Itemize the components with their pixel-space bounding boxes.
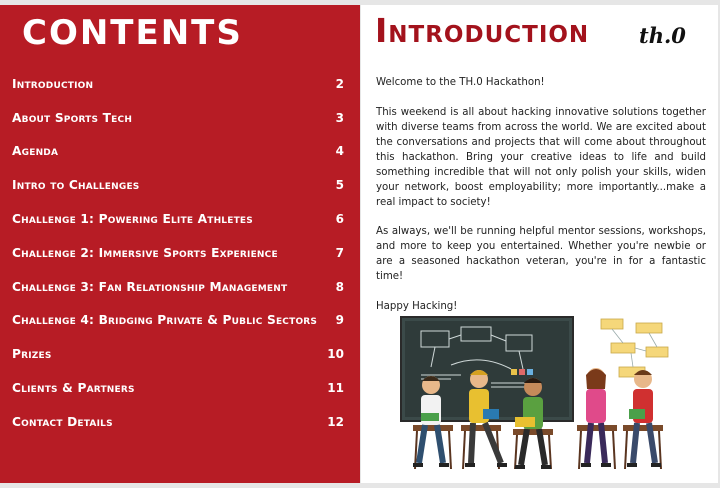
toc-item-introduction[interactable] bbox=[12, 67, 348, 101]
toc-item-challenge-2[interactable] bbox=[12, 236, 348, 270]
toc-item-challenge-1[interactable] bbox=[12, 202, 348, 236]
toc-item-page: 9 bbox=[335, 313, 344, 328]
toc-item-challenge-3[interactable] bbox=[12, 270, 348, 304]
toc-item-label: Contact Details bbox=[12, 414, 113, 429]
toc-item-page: 8 bbox=[335, 279, 344, 294]
about-weekend-paragraph: This weekend is all about hacking innovative solutions together with diverse teams from across the world. We are excited about the conversations and projects that will come about throughout this hackathon. Bring your creative ideas to life and build something incredible that will not only polish your skills, widen your network, boost employability; more importantly...make a real impact to society! bbox=[376, 106, 706, 208]
toc-item-page: 3 bbox=[335, 110, 344, 125]
toc-item-about-sports-tech[interactable] bbox=[12, 101, 348, 135]
toc-item-page: 12 bbox=[327, 414, 344, 429]
introduction-title: Introduction bbox=[375, 11, 590, 50]
toc-item-label: Clients & Partners bbox=[12, 381, 135, 396]
toc-item-page: 7 bbox=[335, 245, 344, 260]
toc-item-challenge-4[interactable] bbox=[12, 304, 348, 338]
toc-item-label: About Sports Tech bbox=[12, 110, 133, 125]
introduction-body bbox=[376, 75, 706, 328]
toc-item-page: 11 bbox=[327, 381, 344, 396]
contents-panel bbox=[0, 5, 360, 483]
toc-item-label: Intro to Challenges bbox=[12, 178, 140, 193]
team-brainstorm-illustration bbox=[391, 313, 691, 473]
toc-item-page: 10 bbox=[327, 347, 344, 362]
toc-item-label: Challenge 4: Bridging Private & Public Sectors bbox=[12, 313, 318, 328]
toc-item-contact-details[interactable] bbox=[12, 405, 348, 439]
toc-item-page: 5 bbox=[335, 178, 344, 193]
toc-item-prizes[interactable] bbox=[12, 337, 348, 371]
introduction-panel bbox=[361, 5, 718, 483]
toc-item-clients-partners[interactable] bbox=[12, 371, 348, 405]
welcome-paragraph: Welcome to the TH.0 Hackathon! bbox=[376, 77, 545, 88]
contents-title: CONTENTS bbox=[22, 13, 243, 53]
toc-item-label: Prizes bbox=[12, 347, 52, 362]
toc-item-page: 4 bbox=[335, 144, 344, 159]
th0-logo: th.0 bbox=[639, 23, 686, 48]
toc-item-label: Challenge 2: Immersive Sports Experience bbox=[12, 245, 278, 260]
mentor-sessions-paragraph: As always, we'll be running helpful mentor sessions, workshops, and more to keep you entertained. Whether you're newbie or are a seasoned hackathon veteran, you're in for a fantastic time! bbox=[376, 226, 706, 282]
table-of-contents bbox=[12, 67, 348, 439]
toc-item-label: Agenda bbox=[12, 144, 59, 159]
toc-item-label: Challenge 3: Fan Relationship Management bbox=[12, 279, 288, 294]
toc-item-label: Challenge 1: Powering Elite Athletes bbox=[12, 212, 253, 227]
toc-item-intro-to-challenges[interactable] bbox=[12, 168, 348, 202]
toc-item-page: 6 bbox=[335, 212, 344, 227]
sign-off-paragraph: Happy Hacking! bbox=[376, 300, 458, 312]
toc-item-label: Introduction bbox=[12, 76, 94, 91]
toc-item-agenda[interactable] bbox=[12, 135, 348, 169]
toc-item-page: 2 bbox=[335, 76, 344, 91]
